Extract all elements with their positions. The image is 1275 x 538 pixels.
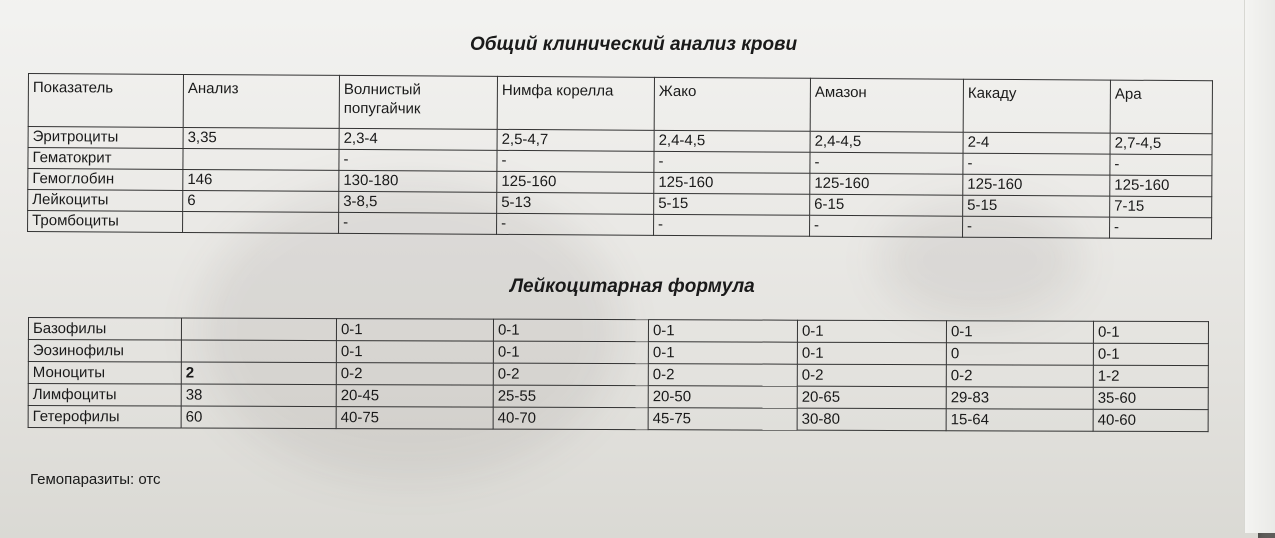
table-cell: Гематокрит [28, 148, 183, 170]
table-cell: - [963, 216, 1110, 238]
table-cell: 2,4-4,5 [810, 131, 963, 153]
table-cell: 40-75 [336, 407, 493, 430]
table-cell: 0-1 [1093, 343, 1208, 365]
table-cell: Лимфоциты [28, 384, 181, 407]
table-cell: - [810, 215, 963, 237]
table-cell: 2,3-4 [339, 128, 497, 150]
table-cell: 0-2 [336, 363, 493, 386]
table-cell: 35-60 [1093, 387, 1208, 409]
header-cell: Волнистый попугайчик [339, 75, 497, 129]
header-cell: Жако [654, 77, 810, 131]
table-cell [183, 148, 339, 170]
table-cell: 0-2 [493, 363, 648, 386]
table-cell: - [497, 150, 654, 172]
table-cell: 0-1 [797, 320, 946, 343]
table-header-row [28, 74, 1212, 134]
table-cell: 125-160 [654, 172, 810, 194]
table-cell: 2-4 [963, 132, 1110, 154]
table-cell: 0-1 [336, 341, 493, 364]
table-cell: 40-70 [493, 407, 648, 430]
table-cell: 125-160 [963, 174, 1110, 196]
table-cell: Моноциты [28, 362, 181, 385]
hemoparasites-note: Гемопаразиты: отс [30, 471, 161, 488]
table-cell: 1-2 [1093, 365, 1208, 387]
table-cell: 45-75 [648, 408, 797, 431]
table-cell: 0-2 [797, 364, 946, 387]
table-cell: 0 [946, 343, 1093, 366]
table-cell: 3-8,5 [339, 191, 497, 213]
table-cell: Базофилы [28, 318, 181, 341]
table-cell: Лейкоциты [28, 190, 183, 212]
table-cell: - [497, 213, 654, 235]
table-cell: 146 [183, 169, 339, 191]
table-cell [181, 318, 336, 341]
table-cell: 20-50 [648, 386, 797, 409]
table-cell [181, 340, 336, 363]
table-cell: 0-1 [493, 319, 648, 342]
table-row [28, 406, 1208, 432]
table-cell: 125-160 [1110, 175, 1212, 197]
table-cell [183, 211, 339, 233]
table-cell: - [810, 152, 963, 174]
document-title: Общий клинический анализ крови [470, 34, 798, 55]
table-cell: Гетерофилы [28, 406, 181, 429]
paper-edge [1244, 0, 1275, 533]
table-cell: 0-1 [797, 342, 946, 365]
table-cell: 6 [183, 190, 339, 212]
table-cell: - [339, 149, 497, 171]
header-cell: Амазон [810, 78, 963, 132]
header-cell: Нимфа корелла [497, 76, 654, 130]
formula-title: Лейкоцитарная формула [510, 276, 755, 297]
table-cell: 38 [181, 384, 336, 407]
table-cell: 6-15 [810, 194, 963, 216]
table-cell: 0-1 [493, 341, 648, 364]
table-cell: - [339, 212, 497, 234]
table-cell: 3,35 [183, 127, 339, 149]
blood-analysis-table [27, 73, 1213, 239]
table-cell: 25-55 [493, 385, 648, 408]
table-cell: 0-2 [946, 365, 1093, 388]
table-cell: 29-83 [946, 387, 1093, 410]
table-cell: Гемоглобин [28, 169, 183, 191]
table-cell: 0-1 [648, 320, 797, 343]
table-cell: 60 [181, 406, 336, 429]
table-cell: 0-1 [946, 321, 1093, 344]
table-cell: 0-2 [648, 364, 797, 387]
header-cell: Анализ [183, 74, 339, 128]
table-cell: 2,7-4,5 [1110, 133, 1212, 155]
table-cell: 30-80 [797, 408, 946, 431]
table-cell: Эозинофилы [28, 340, 181, 363]
table-cell: - [1110, 217, 1212, 239]
table-cell: 0-1 [1093, 321, 1208, 343]
table-cell: 2,4-4,5 [654, 130, 810, 152]
table-cell: 15-64 [946, 409, 1093, 432]
table-cell: 130-180 [339, 170, 497, 192]
table-cell: Эритроциты [28, 127, 183, 149]
table-cell: 5-13 [497, 192, 654, 214]
table-cell: 125-160 [810, 173, 963, 195]
table-cell: 7-15 [1110, 196, 1212, 218]
table-cell: 20-45 [336, 385, 493, 408]
table-cell: 40-60 [1093, 409, 1208, 431]
table-cell: 20-65 [797, 386, 946, 409]
table-cell: - [1110, 154, 1212, 176]
table-cell: 0-1 [648, 342, 797, 365]
table-cell: 2 [181, 362, 336, 385]
table-cell: 125-160 [497, 171, 654, 193]
table-cell: 5-15 [654, 193, 810, 215]
table-cell: - [963, 153, 1110, 175]
table-cell: 0-1 [336, 319, 493, 342]
header-cell: Какаду [963, 79, 1110, 133]
table-cell: - [654, 214, 810, 236]
header-cell: Показатель [28, 74, 183, 128]
table-cell: 2,5-4,7 [497, 129, 654, 151]
table-cell: 5-15 [963, 195, 1110, 217]
header-cell: Ара [1110, 80, 1212, 134]
table-cell: - [654, 151, 810, 173]
table-cell: Тромбоциты [28, 211, 183, 233]
leukocyte-formula-table [28, 317, 1209, 432]
